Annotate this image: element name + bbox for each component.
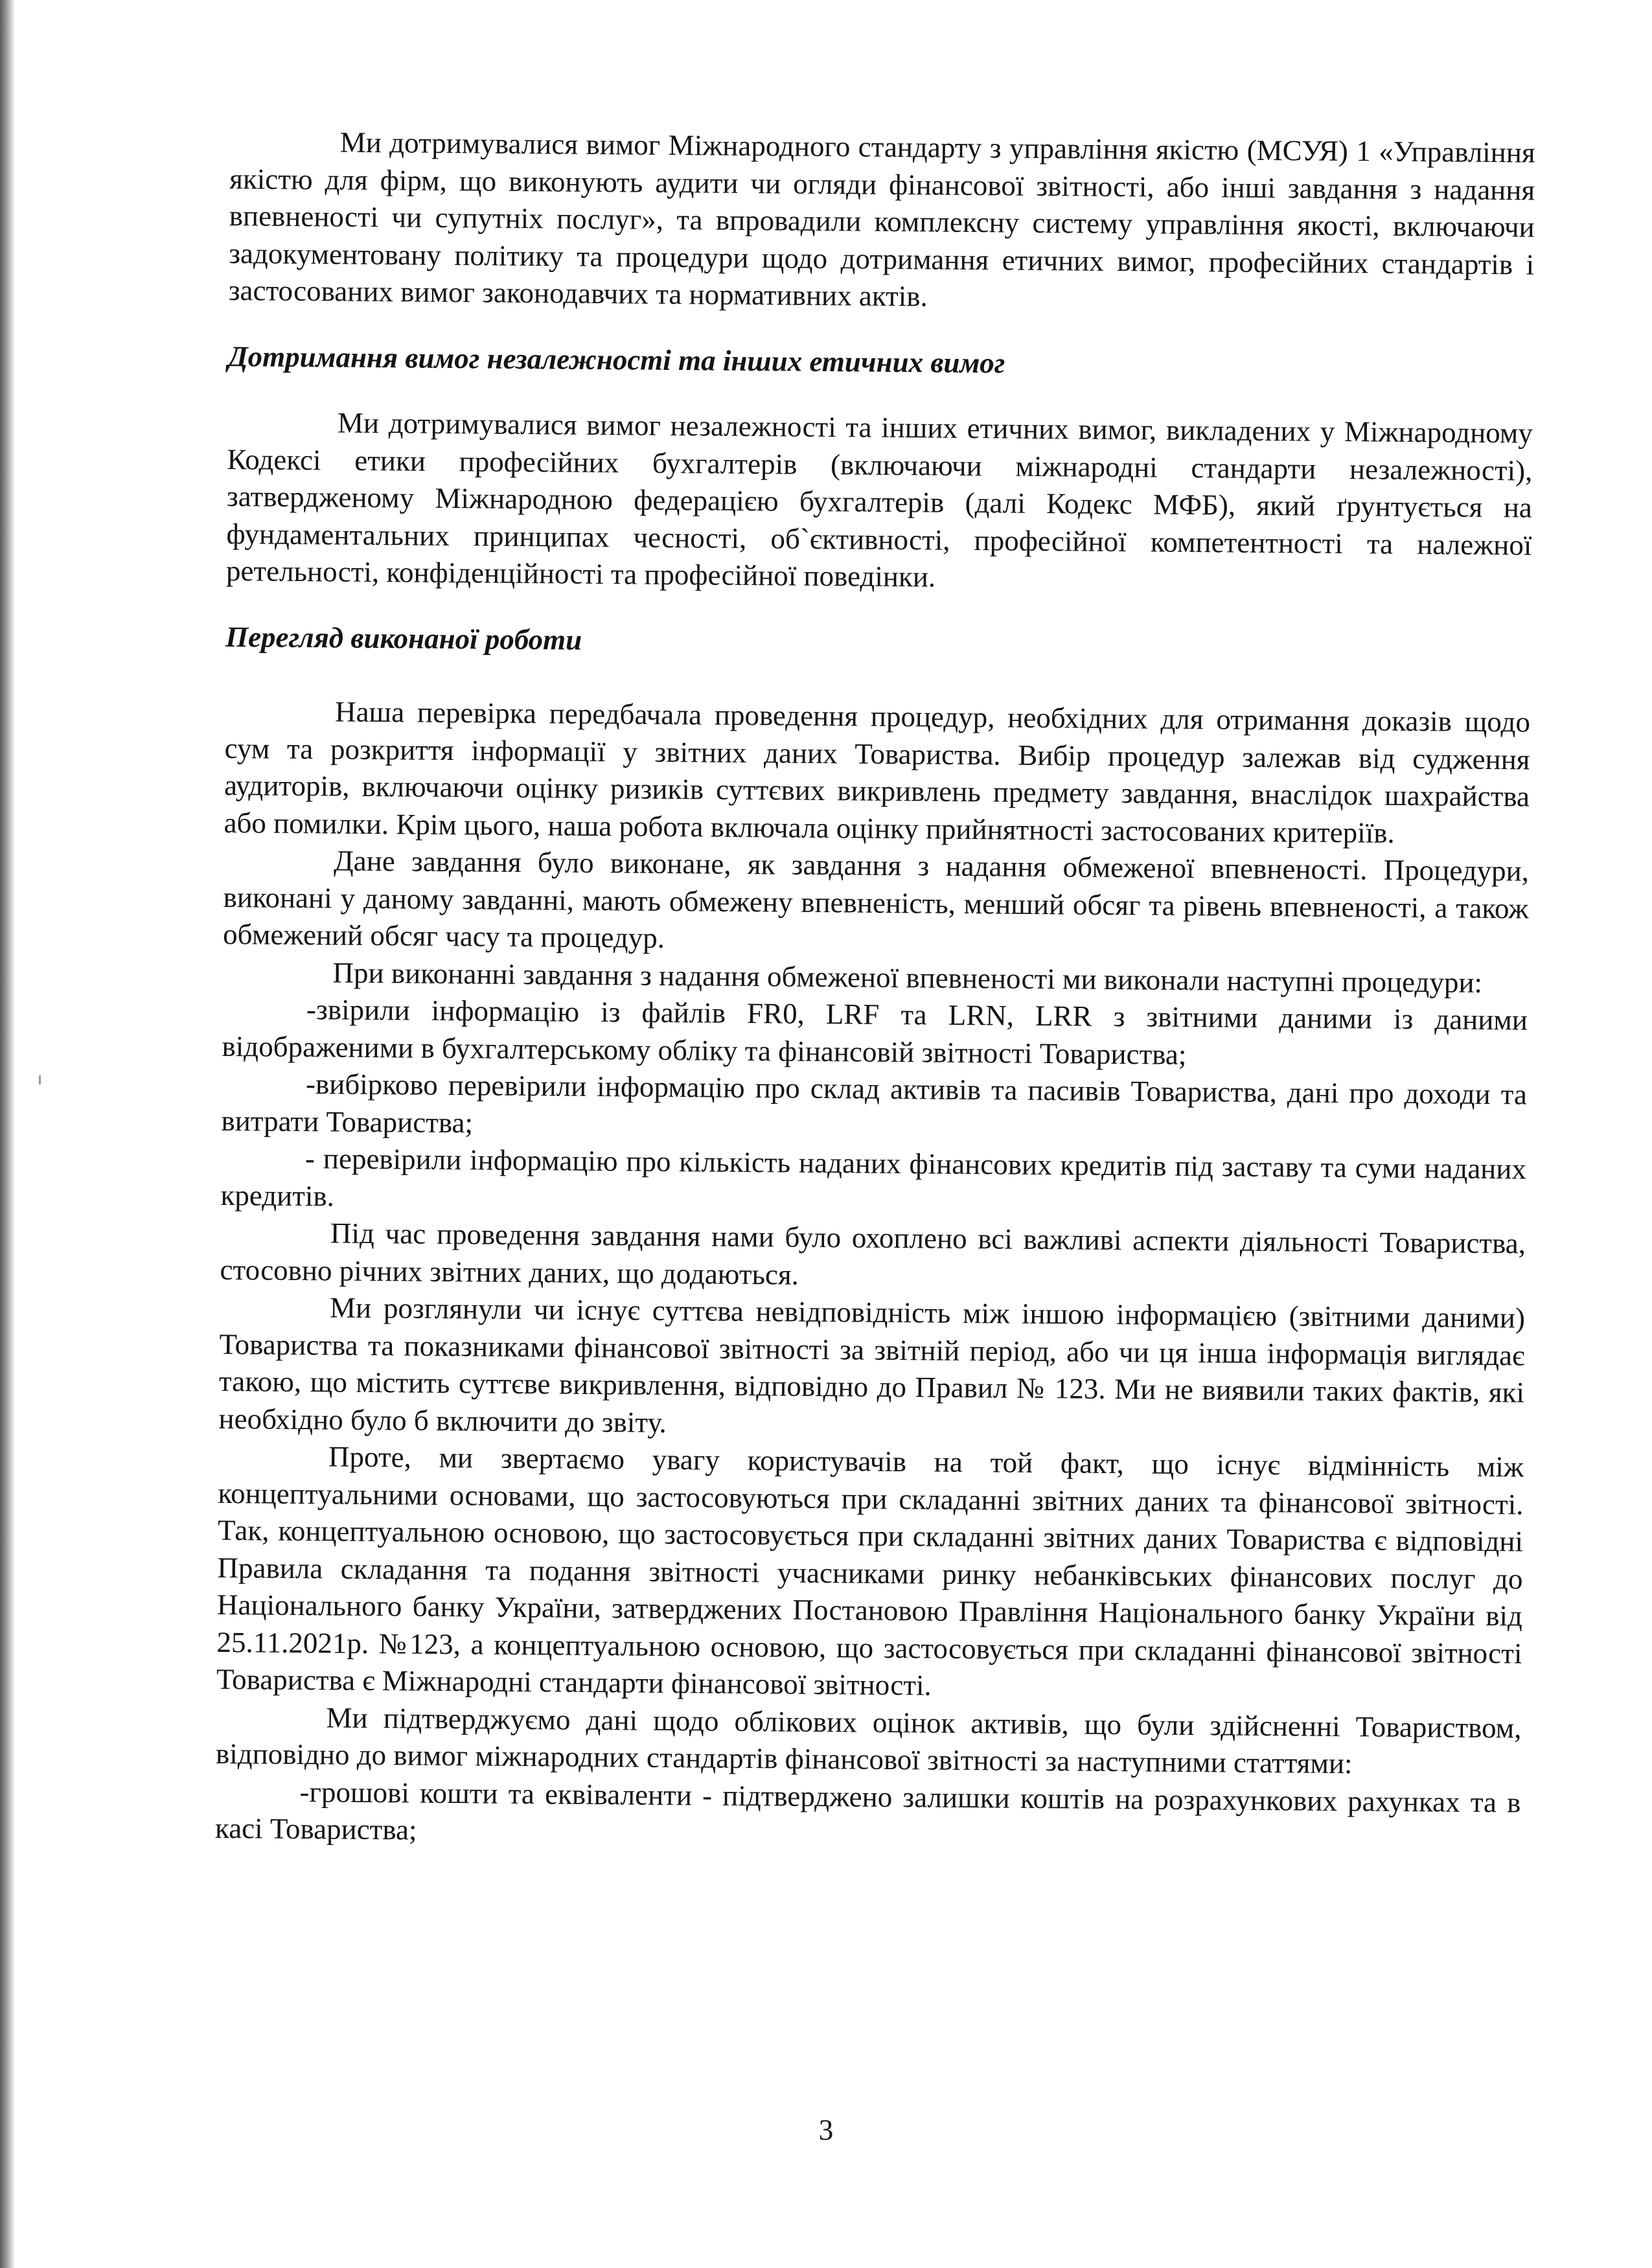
- list-item-credits-check: - перевірили інформацію про кількість наданих фінансових кредитів під заставу та суми наданих кредитів.: [220, 1142, 1527, 1212]
- paragraph-quality-management: Ми дотримувалися вимог Міжнародного стандарту з управління якістю (МСУЯ) 1 «Управління якістю для фірм, що виконують аудити чи огляди фінансової звітності, або інші завдання з надання впевненості чи супутніх послуг», та впровадили комплексну систему управління якості, включаючи задокументовану політику та процедури щодо дотримання етичних вимог, професійних стандартів і застосованих вимог законодавчих та нормативних актів.: [228, 126, 1535, 313]
- paragraph-conceptual-bases: Проте, ми звертаємо увагу користувачів на той факт, що існує відмінність між концептуальними основами, що застосовуються при складанні звітних даних та фінансової звітності. Так, концептуальною основою, що застосовується при складанні звітних даних Товариства є відповідні Правила складання та подання звітності учасниками ринку небанківських фінансових послуг до Національного банку України, затверджених Постановою Правління Національного банку України від 25.11.2021р. №123, а концептуальною основою, що застосовується при складанні фінансової звітності Товариства є Міжнародні стандарти фінансової звітності.: [216, 1440, 1524, 1702]
- paragraph-coverage: Під час проведення завдання нами було охоплено всі важливі аспекти діяльності Товариства, стосовно річних звітних даних, що додаються.: [220, 1217, 1526, 1291]
- paragraph-estimates: Ми підтверджуємо дані щодо облікових оцінок активів, що були здійсненні Товариством, відповідно до вимог міжнародних стандартів фінансової звітності за наступними статтями:: [215, 1701, 1522, 1780]
- list-item-cash: -грошові кошти та еквіваленти - підтверджено залишки коштів на розрахункових рахунках та в касі Товариства;: [214, 1775, 1521, 1846]
- paragraph-ethics: Ми дотримувалися вимог незалежності та інших етичних вимог, викладених у Міжнародному Кодексі етики професійних бухгалтерів (включаючи міжнародні стандарти незалежності), затвердженому Міжнародною федерацією бухгалтерів (далі Кодекс МФБ), який ґрунтується на фундаментальних принципах чесності, об`єктивності, професійної компетентності та належної ретельності, конфіденційності та професійної поведінки.: [225, 406, 1533, 593]
- heading-independence: Дотримання вимог незалежності та інших етичних вимог: [227, 339, 1005, 379]
- document-page: [215, 123, 1535, 1859]
- list-item-assets-check: -вибірково перевірили інформацію про склад активів та пасивів Товариства, дані про доходи та витрати Товариства;: [221, 1068, 1528, 1139]
- list-item-reconciliation: -звірили інформацію із файлів FR0, LRF та LRN, LRR з звітними даними із даними відображеними в бухгалтерському обліку та фінансовій звітності Товариства;: [222, 993, 1528, 1071]
- scan-edge-shadow: [0, 0, 14, 2268]
- paragraph-procedures-intro: При виконанні завдання з надання обмеженої впевненості ми виконали наступні процедури:: [332, 956, 1483, 999]
- scan-artifact-mark: [39, 1075, 41, 1084]
- heading-work-review: Перегляд виконаної роботи: [225, 620, 582, 656]
- paragraph-inconsistency: Ми розглянули чи існує суттєва невідповідність між іншою інформацією (звітними даними) Товариства та показниками фінансової звітності за звітній період, або чи ця інша інформація виглядає такою, що містить суттєве викривлення, відповідно до Правил № 123. Ми не виявили таких фактів, які необхідно було б включити до звіту.: [218, 1291, 1526, 1439]
- paragraph-limited-assurance: Дане завдання було виконане, як завдання з надання обмеженої впевненості. Процедури, виконані у даному завданні, мають обмежену впевненість, менший обсяг та рівень впевненості, а також обмежений обсяг часу та процедур.: [222, 844, 1530, 954]
- page-number: 3: [818, 2114, 834, 2146]
- paragraph-procedures-scope: Наша перевірка передбачала проведення процедур, необхідних для отримання доказів щодо сум та розкриття інформації у звітних даних Товариства. Вибір процедур залежав від судження аудиторів, включаючи оцінку ризиків суттєвих викривлень предмету завдання, внаслідок шахрайства або помилки. Крім цього, наша робота включала оцінку прийнятності застосованих критеріїв.: [224, 695, 1531, 849]
